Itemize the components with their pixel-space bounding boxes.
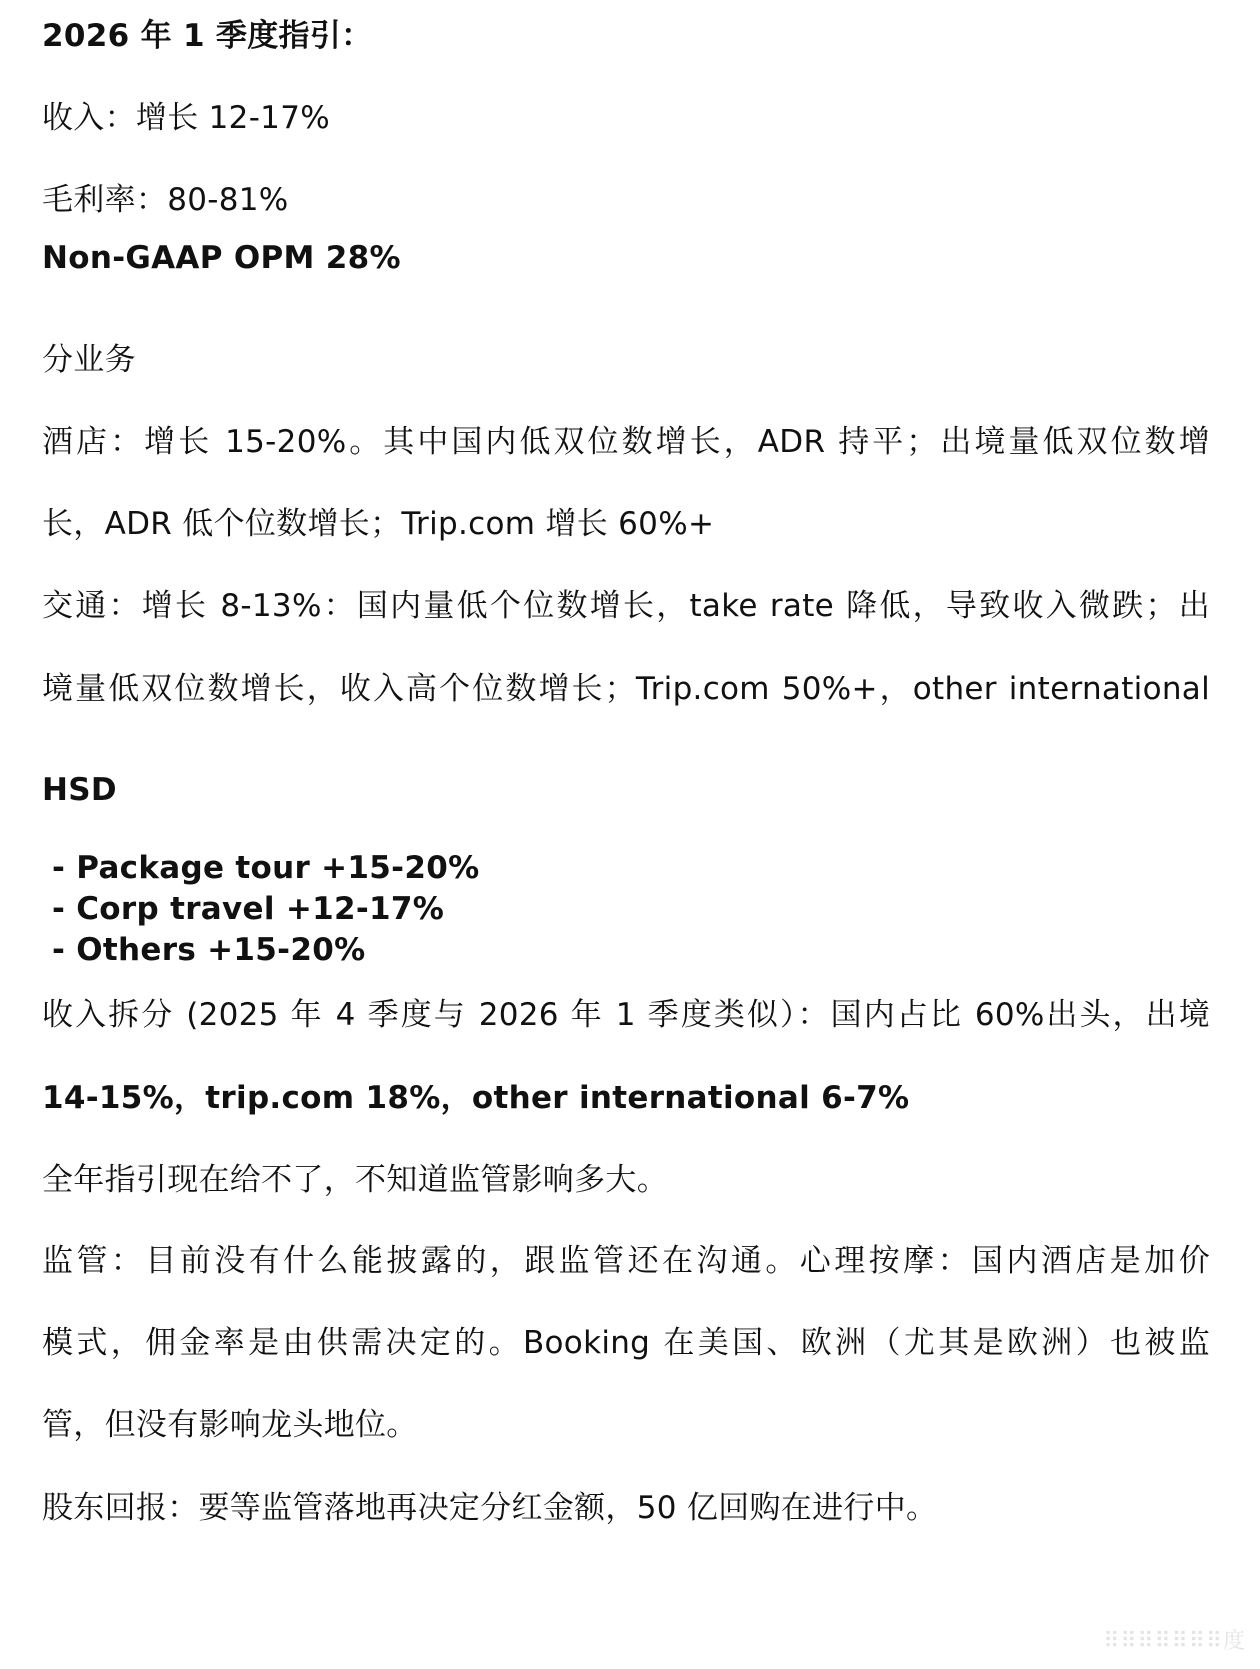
revenue-guidance: 收入：增长 12-17% (42, 100, 330, 136)
gross-margin-guidance: 毛利率：80-81% (42, 182, 289, 218)
shareholder-return: 股东回报：要等监管落地再决定分红金额，50 亿回购在进行中。 (42, 1490, 938, 1526)
list-item: - Package tour +15-20% (52, 850, 480, 886)
regulation-line-3: 管，但没有影响龙头地位。 (42, 1407, 418, 1443)
guidance-heading: 2026 年 1 季度指引： (42, 18, 373, 54)
revenue-split-line-1: 收入拆分 (2025 年 4 季度与 2026 年 1 季度类似）：国内占比 60%出头，出境 (42, 997, 1210, 1033)
transport-line-2: 境量低双位数增长，收入高个位数增长；Trip.com 50%+，other international (42, 671, 1210, 707)
regulation-line-2: 模式，佣金率是由供需决定的。Booking 在美国、欧洲（尤其是欧洲）也被监 (42, 1325, 1210, 1361)
hsd-label: HSD (42, 772, 117, 808)
hotel-line-1: 酒店：增长 15-20%。其中国内低双位数增长，ADR 持平；出境量低双位数增 (42, 424, 1210, 460)
segments-heading: 分业务 (42, 342, 136, 378)
regulation-line-1: 监管：目前没有什么能披露的，跟监管还在沟通。心理按摩：国内酒店是加价 (42, 1243, 1210, 1279)
list-item: - Others +15-20% (52, 932, 366, 968)
watermark: ⠿⠿⠿⠿⠿⠿⠿度 (1103, 1629, 1246, 1654)
list-item: - Corp travel +12-17% (52, 891, 445, 927)
opm-guidance: Non-GAAP OPM 28% (42, 240, 401, 276)
revenue-split-line-2: 14-15%，trip.com 18%，other international 6-7% (42, 1080, 910, 1116)
transport-line-1: 交通：增长 8-13%：国内量低个位数增长，take rate 降低，导致收入微跌；出 (42, 588, 1210, 624)
hotel-line-2: 长，ADR 低个位数增长；Trip.com 增长 60%+ (42, 506, 715, 542)
full-year-note: 全年指引现在给不了，不知道监管影响多大。 (42, 1162, 668, 1198)
